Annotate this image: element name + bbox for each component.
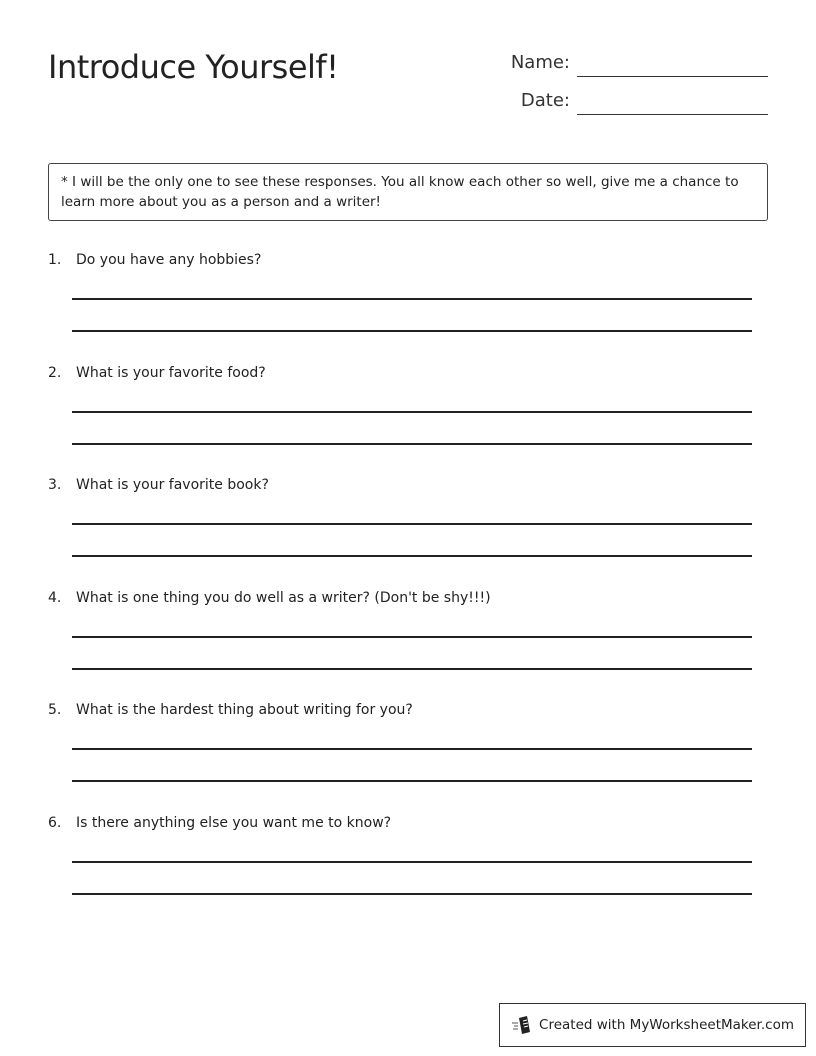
question-text: Is there anything else you want me to know? [76,814,392,831]
question-text: What is your favorite food? [76,364,266,381]
answer-line[interactable] [72,330,752,332]
worksheet-title: Introduce Yourself! [48,48,339,86]
name-label: Name: [510,52,570,73]
question-text: Do you have any hobbies? [76,252,262,268]
question-number: 4. [48,589,62,606]
note-box: * I will be the only one to see these responses. You all know each other so well, give me a chance to learn more about you as a person and a writer! [48,163,768,221]
answer-line[interactable] [72,780,752,782]
answer-line[interactable] [72,668,752,670]
worksheet-logo-icon [511,1015,533,1035]
answer-line[interactable] [72,861,752,863]
answer-line[interactable] [72,636,752,638]
question-number: 3. [48,477,62,493]
footer-text: Created with MyWorksheetMaker.com [539,1017,794,1033]
question-number: 6. [48,814,62,831]
question-text: What is your favorite book? [76,477,269,493]
answer-line[interactable] [72,893,752,895]
answer-line[interactable] [72,748,752,750]
name-line[interactable] [577,76,768,77]
answer-line[interactable] [72,443,752,445]
question-number: 2. [48,364,62,381]
answer-line[interactable] [72,523,752,525]
question-text: What is the hardest thing about writing for you? [76,702,413,718]
answer-line[interactable] [72,411,752,413]
answer-line[interactable] [72,298,752,300]
question-number: 5. [48,702,62,718]
date-line[interactable] [577,114,768,115]
answer-line[interactable] [72,555,752,557]
date-label: Date: [520,90,570,111]
question-text: What is one thing you do well as a writer? (Don't be shy!!!) [76,589,491,606]
footer-credit [499,1003,806,1047]
question-number: 1. [48,252,62,268]
